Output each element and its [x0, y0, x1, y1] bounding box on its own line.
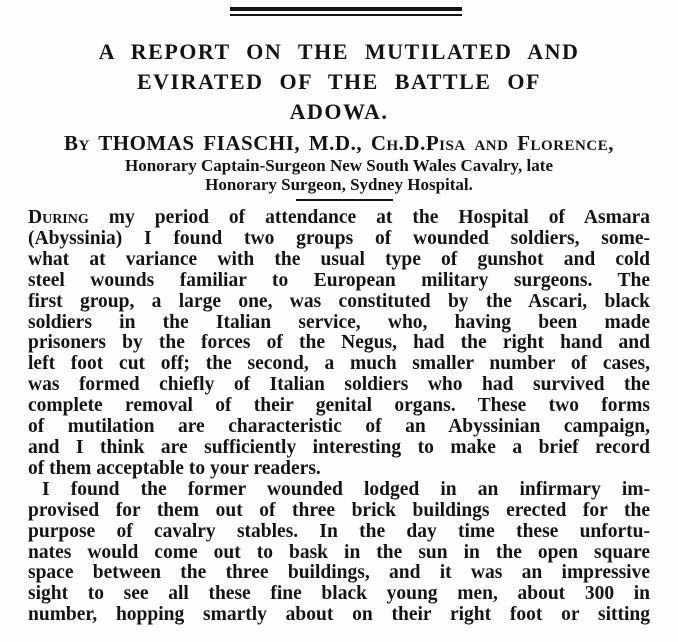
- body-text-line: and I think are sufficiently interesting to make a brief record: [28, 436, 650, 458]
- body-text-line: prisoners by the forces of the Negus, had the right hand and: [28, 332, 650, 354]
- body-text-line: what at variance with the usual type of gunshot and cold: [28, 248, 650, 270]
- body-text-line: During my period of attendance at the Hospital of Asmara: [28, 207, 650, 228]
- author-affiliation-line: Honorary Surgeon, Sydney Hospital.: [205, 174, 473, 194]
- body-text-line: was formed chiefly of Italian soldiers who had survived the: [28, 374, 650, 396]
- article-body: [28, 208, 650, 626]
- body-text-line: complete removal of their genital organs. These two forms: [28, 395, 650, 417]
- article-title-line: EVIRATED OF THE BATTLE OF: [137, 69, 541, 94]
- body-text-line: of them acceptable to your readers.: [28, 457, 321, 479]
- double-rule-divider: [230, 7, 462, 16]
- section-rule-divider: [296, 199, 393, 201]
- body-text-line: space between the three buildings, and it was an impressive: [28, 562, 650, 584]
- body-text-line: purpose of cavalry stables. In the day time these unfortu-: [28, 520, 650, 542]
- body-text-line: (Abyssinia) I found two groups of wounded soldiers, some-: [28, 227, 650, 249]
- body-text-line: nates would come out to bask in the sun in the open square: [28, 541, 650, 563]
- body-text-line: steel wounds familiar to European military surgeons. The: [28, 269, 650, 291]
- body-text-line: left foot cut off; the second, a much smaller number of cases,: [28, 353, 650, 375]
- article-title-line: A REPORT ON THE MUTILATED AND: [98, 39, 580, 64]
- author-affiliation: [0, 157, 678, 194]
- body-text-line: I found the former wounded lodged in an infirmary im-: [42, 478, 650, 500]
- article-title: [10, 37, 668, 127]
- article-title-line: ADOWA.: [289, 99, 389, 124]
- body-text-line: number, hopping smartly about on their right foot or sitting: [28, 604, 650, 626]
- body-text-line: first group, a large one, was constituted by the Ascari, black: [28, 290, 650, 312]
- smallcaps-lead-word: During: [28, 207, 89, 228]
- body-text-line: provised for them out of three brick buildings erected for the: [28, 499, 650, 521]
- author-affiliation-line: Honorary Captain-Surgeon New South Wales Cavalry, late: [124, 156, 553, 175]
- body-text-line: soldiers in the Italian service, who, having been made: [28, 311, 650, 333]
- body-text-line: of mutilation are characteristic of an Abyssinian campaign,: [28, 416, 650, 438]
- author-byline: By THOMAS FIASCHI, M.D., Ch.D.Pisa and Florence,: [64, 131, 614, 155]
- body-text-line: sight to see all these fine black young men, about 300 in: [28, 583, 650, 605]
